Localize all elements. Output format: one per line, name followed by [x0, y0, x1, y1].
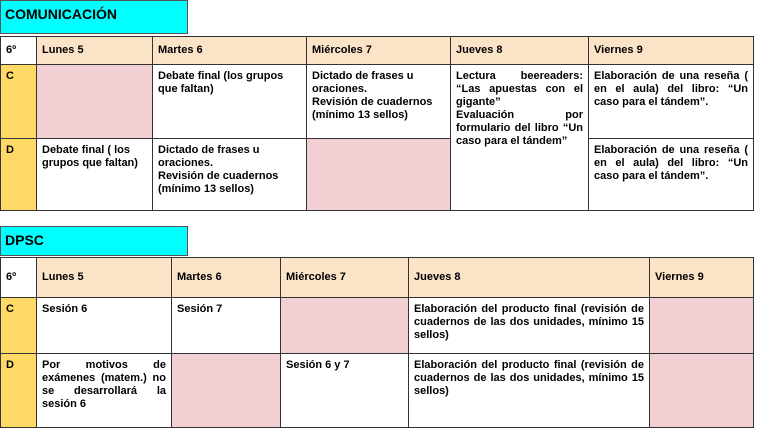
- cell-d-miercoles: Sesión 6 y 7: [281, 354, 409, 428]
- cell-text: Lectura beereaders: “Las apuestas con el gigante”: [456, 70, 583, 108]
- row-label-c: C: [1, 65, 37, 139]
- cell-d-viernes: Elaboración de una reseña ( en el aula) del libro: “Un caso para el tándem”.: [589, 139, 754, 211]
- row-label-d: D: [1, 139, 37, 211]
- dpsc-title: DPSC: [0, 226, 188, 256]
- header-viernes: Viernes 9: [650, 258, 754, 298]
- cell-c-martes: Sesión 7: [172, 298, 281, 354]
- comunicacion-title: COMUNICACIÓN: [0, 0, 188, 34]
- row-label-d: D: [1, 354, 37, 428]
- cell-d-lunes: Por motivos de exámenes (matem.) no se desarrollará la sesión 6: [37, 354, 172, 428]
- cell-c-jueves: Elaboración del producto final (revisión de cuadernos de las dos unidades, mínimo 15 sellos): [409, 298, 650, 354]
- cell-jueves: [451, 65, 589, 211]
- cell-d-viernes: [650, 354, 754, 428]
- grade-header: 6º: [1, 37, 37, 65]
- cell-c-lunes: [37, 65, 153, 139]
- cell-d-lunes: Debate final ( los grupos que faltan): [37, 139, 153, 211]
- cell-c-martes: Debate final (los grupos que faltan): [153, 65, 307, 139]
- cell-d-miercoles: [307, 139, 451, 211]
- cell-text: Dictado de frases u oraciones.: [158, 144, 260, 169]
- cell-c-lunes: Sesión 6: [37, 298, 172, 354]
- cell-d-martes: [153, 139, 307, 211]
- cell-c-viernes: Elaboración de una reseña ( en el aula) del libro: “Un caso para el tándem”.: [589, 65, 754, 139]
- header-martes: Martes 6: [153, 37, 307, 65]
- grade-header: 6º: [1, 258, 37, 298]
- comunicacion-table: [0, 36, 754, 211]
- header-lunes: Lunes 5: [37, 258, 172, 298]
- cell-text: Revisión de cuadernos (mínimo 13 sellos): [312, 96, 433, 121]
- header-viernes: Viernes 9: [589, 37, 754, 65]
- cell-c-viernes: [650, 298, 754, 354]
- cell-c-miercoles: [281, 298, 409, 354]
- header-jueves: Jueves 8: [409, 258, 650, 298]
- header-miercoles: Miércoles 7: [307, 37, 451, 65]
- dpsc-table: [0, 257, 754, 428]
- cell-c-miercoles: [307, 65, 451, 139]
- cell-d-martes: [172, 354, 281, 428]
- cell-text: Dictado de frases u oraciones.: [312, 70, 414, 95]
- header-lunes: Lunes 5: [37, 37, 153, 65]
- cell-text: Revisión de cuadernos (mínimo 13 sellos): [158, 170, 279, 195]
- header-martes: Martes 6: [172, 258, 281, 298]
- header-miercoles: Miércoles 7: [281, 258, 409, 298]
- row-label-c: C: [1, 298, 37, 354]
- cell-d-jueves: Elaboración del producto final (revisión de cuadernos de las dos unidades, mínimo 15 sellos): [409, 354, 650, 428]
- header-jueves: Jueves 8: [451, 37, 589, 65]
- cell-text: Evaluación por formulario del libro “Un caso para el tándem”: [456, 109, 583, 147]
